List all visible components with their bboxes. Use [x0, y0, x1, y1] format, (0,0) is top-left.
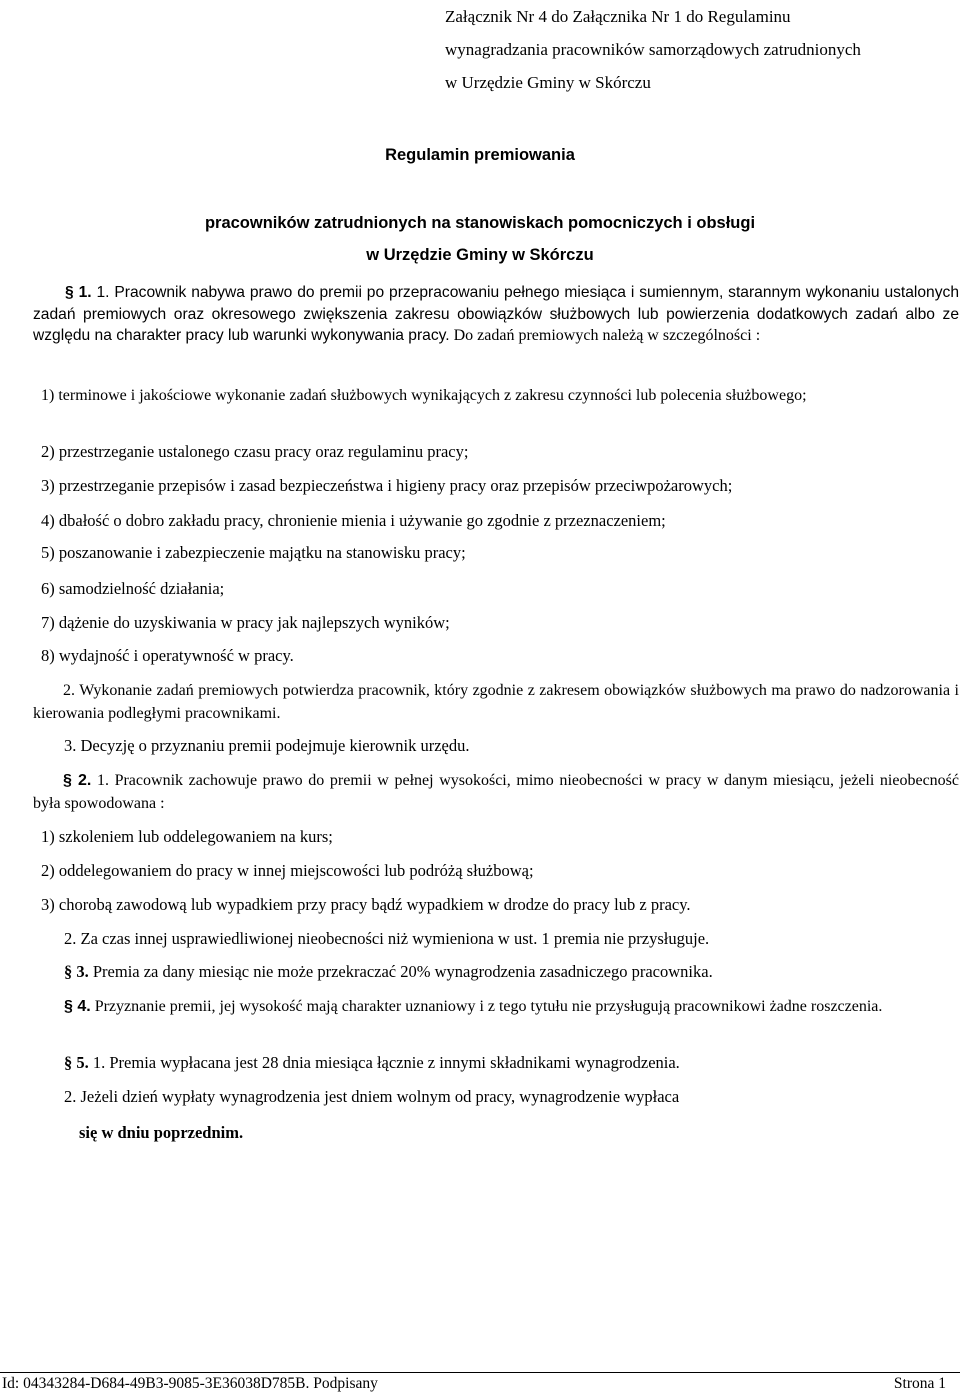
list-item: 1) terminowe i jakościowe wykonanie zadań służbowych wynikających z zakresu czynności lub polecenia służbowego; [41, 387, 807, 404]
section-5-continuation-text: się w dniu poprzednim. [79, 1123, 244, 1142]
section-1-text: 1. Pracownik nabywa prawo do premii po przepracowaniu pełnego miesiąca i sumiennym, starannym wykonaniu ustalonych zadań premiowych oraz okresowego zwiększenia zakresu obowiązków służbowych lub powierzenia dodatkowych zadań albo ze względu na charakter pracy lub warunki wykonywania pracy. [33, 284, 959, 344]
section-5-paragraph-2: 2. Jeżeli dzień wypłaty wynagrodzenia jest dniem wolnym od pracy, wynagrodzenie wypłaca [64, 1087, 680, 1106]
list-item: 2) oddelegowaniem do pracy w innej miejscowości lub podróżą służbową; [41, 861, 534, 880]
document-subtitle-location: w Urzędzie Gminy w Skórczu [366, 246, 594, 264]
attachment-line: wynagradzania pracowników samorządowych zatrudnionych [445, 40, 861, 59]
list-item: 3) chorobą zawodową lub wypadkiem przy pracy bądź wypadkiem w drodze do pracy lub z pracy. [41, 895, 691, 914]
section-5-paragraph-1-text: 1. Premia wypłacana jest 28 dnia miesiąca łącznie z innymi składnikami wynagrodzenia. [88, 1053, 680, 1072]
attachment-line: w Urzędzie Gminy w Skórczu [445, 73, 651, 92]
document-subtitle: pracowników zatrudnionych na stanowiskach pomocniczych i obsługi [204, 214, 756, 232]
section-2-paragraph-1-text: 1. Pracownik zachowuje prawo do premii w pełnej wysokości, mimo nieobecności w pracy w danym miesiącu, jeżeli nieobecność była spowodowana : [33, 772, 960, 812]
section-2-paragraph-2: 2. Za czas innej usprawiedliwionej nieobecności niż wymieniona w ust. 1 premia nie przysługuje. [64, 929, 710, 948]
list-item: 3) przestrzeganie przepisów i zasad bezpieczeństwa i higieny pracy oraz przepisów przeciwpożarowych; [41, 476, 733, 495]
section-3-marker: § 3. [64, 962, 89, 981]
list-item: 6) samodzielność działania; [41, 579, 225, 598]
section-4-marker: § 4. [64, 998, 91, 1015]
attachment-line: Załącznik Nr 4 do Załącznika Nr 1 do Regulaminu [445, 7, 791, 26]
attachment-note [445, 0, 945, 99]
document-title: Regulamin premiowania [385, 146, 575, 164]
footer-page-number: Strona 1 [893, 1375, 946, 1392]
section-1-paragraph-1 [33, 282, 959, 347]
section-1-paragraph-3: 3. Decyzję o przyznaniu premii podejmuje kierownik urzędu. [64, 736, 470, 755]
section-2-paragraph-1 [33, 769, 959, 815]
section-4-paragraph [33, 995, 959, 1018]
list-item: 4) dbałość o dobro zakładu pracy, chronienie mienia i używanie go zgodnie z przeznaczeniem; [41, 511, 666, 530]
section-5-paragraph-1 [64, 1052, 960, 1074]
list-item: 5) poszanowanie i zabezpieczenie majątku na stanowisku pracy; [41, 543, 466, 562]
section-3-paragraph [64, 961, 960, 983]
section-5-marker: § 5. [64, 1053, 89, 1072]
section-1-tail: Do zadań premiowych należą w szczególności : [449, 327, 761, 344]
list-item: 1) szkoleniem lub oddelegowaniem na kurs; [41, 827, 333, 846]
section-5-paragraph-2-continuation [79, 1122, 960, 1144]
footer-divider [0, 1372, 960, 1373]
section-1-paragraph-2-text: 2. Wykonanie zadań premiowych potwierdza pracownik, który zgodnie z zakresem obowiązków służbowych ma prawo do nadzorowania i kierowania podległymi pracownikami. [33, 682, 959, 722]
list-item: 7) dążenie do uzyskiwania w pracy jak najlepszych wyników; [41, 613, 450, 632]
list-item: 2) przestrzeganie ustalonego czasu pracy oraz regulaminu pracy; [41, 442, 469, 461]
list-item: 8) wydajność i operatywność w pracy. [41, 646, 294, 665]
section-1-marker: § 1. [65, 284, 92, 301]
section-3-text: Premia za dany miesiąc nie może przekraczać 20% wynagrodzenia zasadniczego pracownika. [88, 962, 713, 981]
section-2-marker: § 2. [63, 772, 92, 789]
section-4-text: Przyznanie premii, jej wysokość mają charakter uznaniowy i z tego tytułu nie przysługują pracownikowi żadne roszczenia. [90, 998, 883, 1015]
footer-document-id: Id: 04343284-D684-49B3-9085-3E36038D785B. Podpisany [2, 1375, 378, 1392]
section-1-paragraph-2 [33, 679, 959, 725]
